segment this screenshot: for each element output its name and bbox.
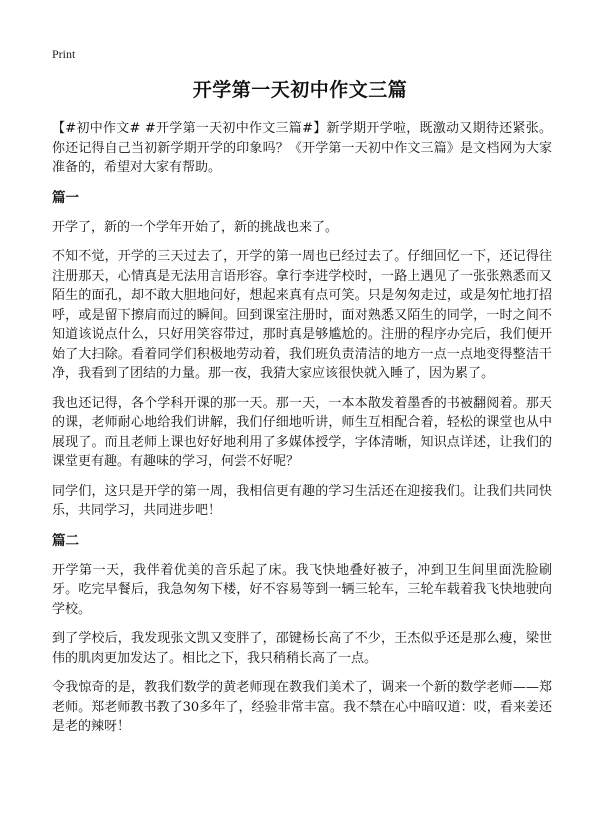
- section-1-paragraph-2: 不知不觉，开学的三天过去了，开学的第一周也已经过去了。仔细回忆一下，还记得往注册那天，心情真是无法用言语形容。拿行李进学校时，一路上遇见了一张张熟悉而又陌生的面孔，却不敢大胆地问好，想起来真有点可笑。只是匆匆走过，或是匆忙地打招呼，或是留下擦肩而过的瞬间。回到课室注册时，面对熟悉又陌生的同学，一时之间不知道该说点什么，只好用笑容带过，那时真是够尴尬的。注册的程序办完后，我们便开始了大扫除。看着同学们积极地劳动着，我们班负责清洁的地方一点一点地变得整洁干净，我看到了团结的力量。那一夜，我猜大家应该很快就入睡了，因为累了。: [52, 249, 552, 381]
- section-heading-1: 篇一: [52, 189, 79, 206]
- print-link[interactable]: Print: [52, 47, 76, 61]
- section-1-paragraph-3: 我也还记得，各个学科开课的那一天。那一天，一本本散发着墨香的书被翻阅着。那天的课，老师耐心地给我们讲解，我们仔细地听讲，师生互相配合着，轻松的课堂也从中展现了。而且老师上课也好好地利用了多媒体授学，字体清晰，知识点详述，让我们的课堂更有趣。有趣味的学习，何尝不好呢？: [52, 395, 552, 469]
- section-1-paragraph-1: 开学了，新的一个学年开始了，新的挑战也来了。: [52, 219, 339, 235]
- section-2-paragraph-3: 令我惊奇的是，教我们数学的黄老师现在教我们美术了，调来一个新的数学老师——郑老师。郑老师教书教了30多年了，经验非常丰富。我不禁在心中暗叹道：哎，看来姜还是老的辣呀！: [52, 680, 552, 734]
- section-2-paragraph-2: 到了学校后，我发现张文凯又变胖了，邵键杨长高了不少，王杰似乎还是那么瘦，梁世伟的肌肉更加发达了。相比之下，我只稍稍长高了一点。: [52, 631, 552, 666]
- intro-paragraph: 【#初中作文# #开学第一天初中作文三篇#】新学期开学啦，既激动又期待还紧张。你还记得自己当初新学期开学的印象吗？《开学第一天初中作文三篇》是文档网为大家准备的，希望对大家有帮助。: [52, 121, 552, 175]
- section-2-paragraph-1: 开学第一天，我伴着优美的音乐起了床。我飞快地叠好被子，冲到卫生间里面洗脸刷牙。吃完早餐后，我急匆匆下楼，好不容易等到一辆三轮车，三轮车载着我飞快地驶向学校。: [52, 562, 552, 617]
- document-body: [52, 119, 552, 747]
- section-heading-2: 篇二: [52, 532, 79, 549]
- section-1-paragraph-4: 同学们，这只是开学的第一周，我相信更有趣的学习生活还在迎接我们。让我们共同快乐，共同学习，共同进步吧！: [52, 483, 552, 518]
- document-title: 开学第一天初中作文三篇: [192, 79, 408, 101]
